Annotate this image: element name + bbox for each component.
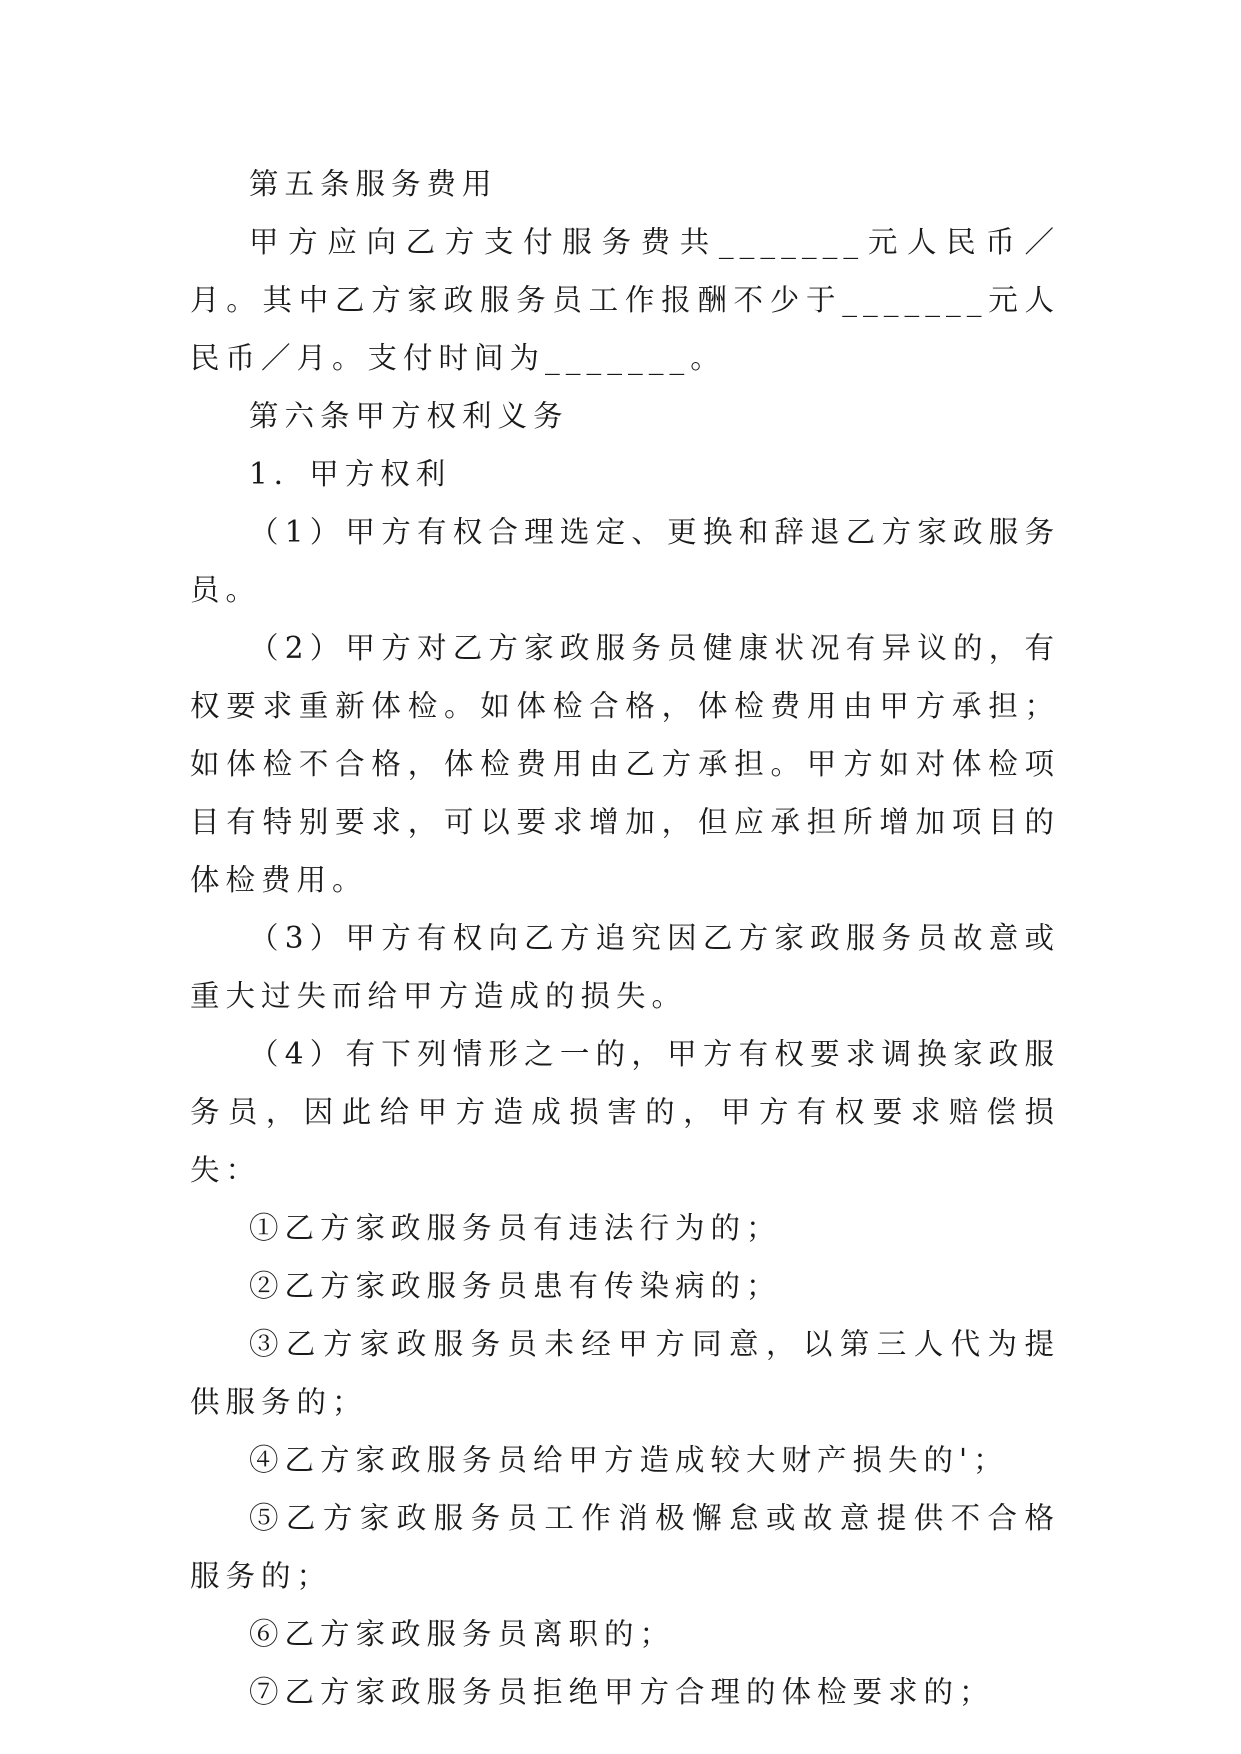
right-item-4: （4）有下列情形之一的，甲方有权要求调换家政服务员，因此给甲方造成损害的，甲方有权要求赔偿损失： (190, 1037, 1060, 1187)
sub-item-5: ⑤乙方家政服务员工作消极懈怠或故意提供不合格服务的； (190, 1501, 1060, 1593)
sub-item-7: ⑦乙方家政服务员拒绝甲方合理的体检要求的； (249, 1675, 995, 1709)
sub-item-3: ③乙方家政服务员未经甲方同意，以第三人代为提供服务的； (190, 1327, 1060, 1419)
article-5-heading: 第五条服务费用 (249, 167, 498, 201)
article-6-heading: 第六条甲方权利义务 (249, 399, 569, 433)
service-fee-paragraph: 甲方应向乙方支付服务费共_______元人民币／月。其中乙方家政服务员工作报酬不少于_______元人民币／月。支付时间为_______。 (190, 225, 1060, 375)
sub-item-2: ②乙方家政服务员患有传染病的； (249, 1269, 782, 1303)
right-item-3: （3）甲方有权向乙方追究因乙方家政服务员故意或重大过失而给甲方造成的损失。 (190, 921, 1060, 1013)
right-item-1: （1）甲方有权合理选定、更换和辞退乙方家政服务员。 (190, 515, 1060, 607)
sub-item-6: ⑥乙方家政服务员离职的； (249, 1617, 676, 1651)
document-body (190, 155, 1060, 1721)
party-a-rights-heading: 1．甲方权利 (249, 457, 452, 491)
sub-item-4: ④乙方家政服务员给甲方造成较大财产损失的'； (249, 1443, 1009, 1477)
sub-item-1: ①乙方家政服务员有违法行为的； (249, 1211, 782, 1245)
right-item-2: （2）甲方对乙方家政服务员健康状况有异议的，有权要求重新体检。如体检合格，体检费用由甲方承担；如体检不合格，体检费用由乙方承担。甲方如对体检项目有特别要求，可以要求增加，但应承担所增加项目的体检费用。 (190, 631, 1060, 897)
